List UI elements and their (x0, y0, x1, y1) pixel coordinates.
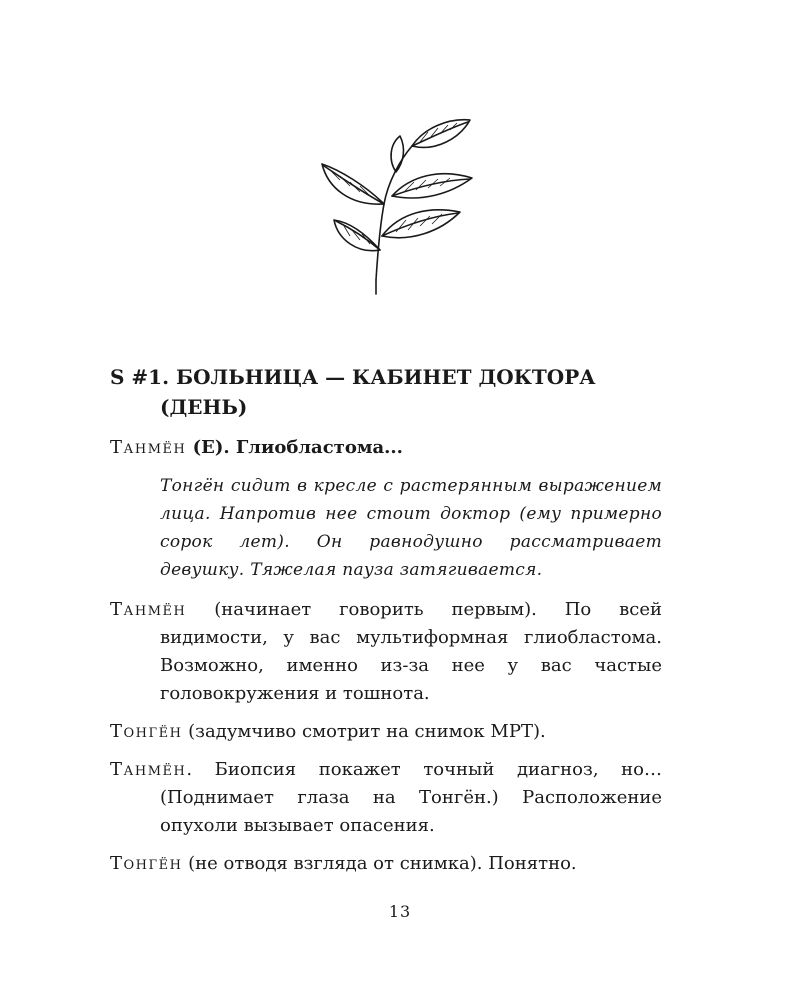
scene-heading: S #1. БОЛЬНИЦА — КАБИНЕТ ДОКТОРА (ДЕНЬ) (110, 365, 596, 419)
dialogue-line (110, 756, 662, 840)
dialogue-line (110, 718, 662, 746)
dialogue-line (110, 596, 662, 708)
speaker-name: Тонгён (110, 721, 183, 742)
dialogue-text: (не отводя взгляда от снимка). Понятно. (182, 853, 577, 874)
dialogue-text: . Биопсия покажет точный диагноз, но… (Поднимает глаза на Тонгён.) Расположение опухоли вызывает опасения. (160, 759, 662, 836)
dialogue-text: (Е). Глиобластома... (186, 437, 403, 458)
script-content (110, 362, 662, 888)
speaker-name: Танмён (110, 599, 187, 620)
speaker-name: Тонгён (110, 853, 183, 874)
page-number: 13 (388, 902, 412, 921)
speaker-name: Танмён (110, 759, 187, 780)
leafy-branch-icon (300, 108, 490, 298)
dialogue-text: (начинает говорить первым). По всей видимости, у вас мультиформная глиобластома. Возможно, именно из-за нее у вас частые головокружения и тошнота. (160, 599, 662, 704)
dialogue-line (110, 434, 662, 462)
stage-direction: Тонгён сидит в кресле с растерянным выражением лица. Напротив нее стоит доктор (ему примерно сорок лет). Он равнодушно рассматривает девушку. Тяжелая пауза затягивается. (160, 476, 662, 580)
speaker-name: Танмён (110, 437, 187, 458)
dialogue-line (110, 850, 662, 878)
dialogue-text: (задумчиво смотрит на снимок МРТ). (182, 721, 546, 742)
